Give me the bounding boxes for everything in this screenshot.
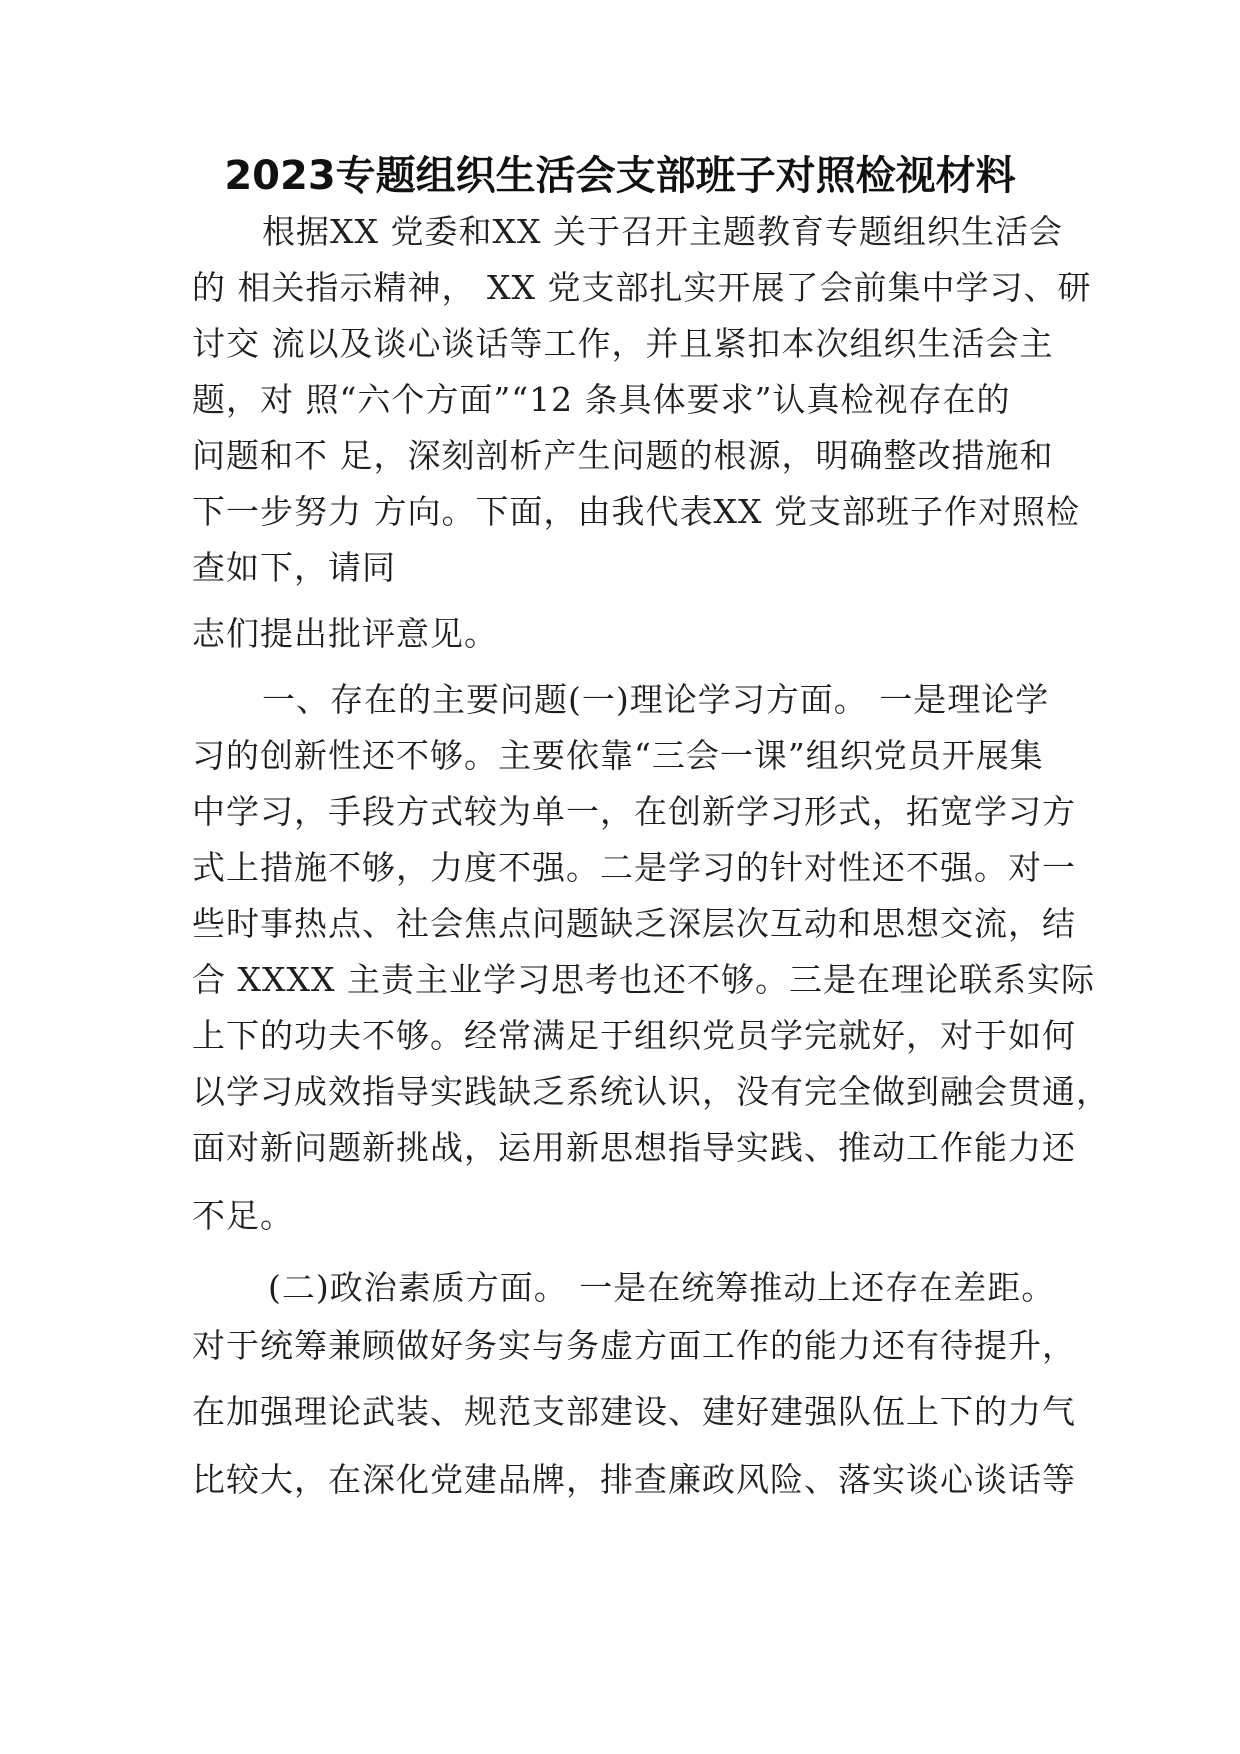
body-line-16: 以学习成效指导实践缺乏系统认识，没有完全做到融会贯通， [192,1072,1110,1111]
body-line-13: 些时事热点、社会焦点问题缺乏深层次互动和思想交流，结 [192,904,1076,943]
body-line-15: 上下的功夫不够。经常满足于组织党员学完就好，对于如何 [192,1016,1076,1055]
body-line-20: 对于统筹兼顾做好务实与务虚方面工作的能力还有待提升， [192,1326,1076,1365]
body-line-9: 一、存在的主要问题(一)理论学习方面。 一是理论学 [262,680,1050,719]
body-line-7: 查如下，请同 [192,548,396,587]
body-line-11: 中学习，手段方式较为单一，在创新学习形式，拓宽学习方 [192,792,1076,831]
body-line-22: 比较大，在深化党建品牌，排查廉政风险、落实谈心谈话等 [192,1460,1076,1499]
body-line-17: 面对新问题新挑战，运用新思想指导实践、推动工作能力还 [192,1128,1076,1167]
body-line-14: 合 XXXX 主责主业学习思考也还不够。三是在理论联系实际 [192,960,1095,999]
body-line-1: 根据XX 党委和XX 关于召开主题教育专题组织生活会 [262,212,1063,251]
body-line-2: 的 相关指示精神， XX 党支部扎实开展了会前集中学习、研 [192,268,1092,307]
body-line-3: 讨交 流以及谈心谈话等工作，并且紧扣本次组织生活会主 [192,324,1054,363]
body-line-5: 问题和不 足，深刻剖析产生问题的根源，明确整改措施和 [192,436,1054,475]
body-line-21: 在加强理论武装、规范支部建设、建好建强队伍上下的力气 [192,1392,1076,1431]
body-line-18: 不足。 [192,1196,294,1235]
document-title: 2023专题组织生活会支部班子对照检视材料 [224,153,1016,199]
body-line-8: 志们提出批评意见。 [192,614,498,653]
body-line-10: 习的创新性还不够。主要依靠“三会一课”组织党员开展集 [192,736,1044,775]
body-line-12: 式上措施不够，力度不强。二是学习的针对性还不强。对一 [192,848,1076,887]
body-line-19: (二)政治素质方面。 一是在统筹推动上还存在差距。 [268,1268,1056,1307]
body-line-4: 题，对 照“六个方面”“12 条具体要求”认真检视存在的 [192,380,1011,419]
body-line-6: 下一步努力 方向。下面，由我代表XX 党支部班子作对照检 [192,492,1080,531]
